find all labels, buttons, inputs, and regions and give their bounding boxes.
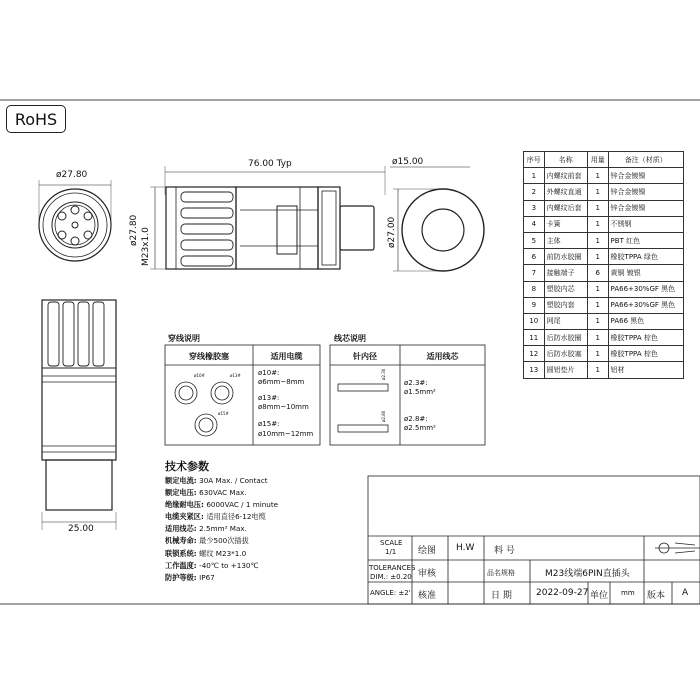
bom-cell: 后防水胶塞 bbox=[544, 346, 587, 362]
pin-label: ø2.80 bbox=[381, 410, 386, 422]
scale-value: 1/1 bbox=[385, 548, 397, 556]
bom-cell: 橡胶TPPA 棕色 bbox=[608, 330, 683, 346]
bom-row bbox=[524, 168, 684, 184]
spec-value: 6000VAC / 1 minute bbox=[206, 500, 279, 510]
overall-length-label: 76.00 Typ bbox=[248, 159, 292, 169]
bom-cell: 后防水胶圈 bbox=[544, 330, 587, 346]
bom-cell: 网尾 bbox=[544, 313, 587, 329]
date-label: 日 期 bbox=[491, 591, 512, 601]
bom-cell: 1 bbox=[587, 362, 608, 378]
spec-label: 电缆夹紧区: bbox=[165, 512, 204, 522]
bom-cell: 12 bbox=[524, 346, 545, 362]
bom-row bbox=[524, 265, 684, 281]
angle-tolerance: ANGLE: ±2' bbox=[370, 589, 411, 597]
spec-row bbox=[165, 499, 278, 511]
pin-label: ø2.30 bbox=[381, 368, 386, 380]
bom-cell: 不锈钢 bbox=[608, 216, 683, 232]
spec-value: 螺纹 M23*1.0 bbox=[199, 548, 247, 558]
cable-seal: ø10#: bbox=[258, 369, 280, 377]
bom-cell: 橡胶TPPA 棕色 bbox=[608, 346, 683, 362]
drawn-value: H.W bbox=[456, 543, 475, 553]
bom-cell: 锌合金镀镍 bbox=[608, 168, 683, 184]
spec-row bbox=[165, 511, 278, 523]
rear-view bbox=[387, 167, 484, 271]
bom-cell: 1 bbox=[587, 200, 608, 216]
scale-label: SCALE bbox=[380, 539, 403, 547]
spec-row bbox=[165, 548, 278, 560]
profile-view bbox=[42, 300, 116, 530]
wire-range: ø2.5mm² bbox=[404, 424, 436, 432]
bom-row bbox=[524, 346, 684, 362]
bom-cell: 黄铜 镀银 bbox=[608, 265, 683, 281]
bom-cell: 1 bbox=[587, 249, 608, 265]
spec-value: IP67 bbox=[199, 572, 215, 582]
bom-cell: 1 bbox=[587, 313, 608, 329]
spec-label: 适用线芯: bbox=[165, 524, 197, 534]
bom-cell: 接触端子 bbox=[544, 265, 587, 281]
bom-cell: 1 bbox=[524, 168, 545, 184]
core-col-right: 适用线芯 bbox=[426, 352, 459, 361]
body-diameter-label: ø27.80 bbox=[129, 214, 139, 246]
bom-cell: 铝材 bbox=[608, 362, 683, 378]
dim-tolerance: DIM.: ±0.20 bbox=[370, 573, 412, 581]
cable-seal: ø13#: bbox=[258, 394, 280, 402]
bom-cell: 1 bbox=[587, 346, 608, 362]
bom-row bbox=[524, 249, 684, 265]
bom-cell: PA66+30%GF 黑色 bbox=[608, 297, 683, 313]
spec-value: 适用直径6-12电缆 bbox=[206, 512, 266, 522]
bottom-width-label: 25.00 bbox=[68, 524, 94, 534]
spec-label: 绝缘耐电压: bbox=[165, 500, 204, 510]
bom-cell: 1 bbox=[587, 281, 608, 297]
rear-face-diameter-label: ø15.00 bbox=[392, 157, 424, 167]
bom-cell: 3 bbox=[524, 200, 545, 216]
wire-pin: ø2.8#: bbox=[404, 415, 428, 423]
bom-cell: 5 bbox=[524, 232, 545, 248]
part-label: 料 号 bbox=[494, 546, 515, 556]
bom-row bbox=[524, 297, 684, 313]
core-col-left: 针内径 bbox=[353, 352, 377, 361]
bom-cell: 塑胶内芯 bbox=[544, 281, 587, 297]
wire-pin: ø2.3#: bbox=[404, 379, 428, 387]
spec-value: 630VAC Max. bbox=[199, 488, 247, 498]
bom-cell: 内螺纹前套 bbox=[544, 168, 587, 184]
wire-range: ø1.5mm² bbox=[404, 388, 436, 396]
bom-cell: PBT 红色 bbox=[608, 232, 683, 248]
spec-value: 2.5mm² Max. bbox=[199, 524, 247, 534]
thread-label: M23x1.0 bbox=[141, 227, 151, 266]
front-view bbox=[39, 180, 111, 261]
bom-cell: 前防水胶圈 bbox=[544, 249, 587, 265]
bom-table bbox=[523, 151, 684, 379]
bom-cell: 1 bbox=[587, 216, 608, 232]
review-label: 审核 bbox=[418, 569, 437, 579]
spec-row bbox=[165, 523, 278, 535]
spec-label: 机械寿命: bbox=[165, 536, 197, 546]
bom-cell: 1 bbox=[587, 184, 608, 200]
bom-row bbox=[524, 216, 684, 232]
bom-row bbox=[524, 330, 684, 346]
rohs-badge: RoHS bbox=[6, 105, 66, 133]
spec-row bbox=[165, 560, 278, 572]
title-block bbox=[368, 476, 700, 604]
bom-cell: 1 bbox=[587, 330, 608, 346]
cable-range: ø8mm~10mm bbox=[258, 403, 309, 411]
spec-label: 额定电流: bbox=[165, 476, 197, 485]
bom-row bbox=[524, 313, 684, 329]
spec-row bbox=[165, 535, 278, 547]
unit-value: mm bbox=[621, 589, 635, 597]
spec-name-value: M23线端6PIN直插头 bbox=[545, 569, 630, 579]
bom-cell: 6 bbox=[587, 265, 608, 281]
front-diameter-label: ø27.80 bbox=[56, 170, 88, 180]
bom-cell: 外螺纹直通 bbox=[544, 184, 587, 200]
spec-label: 联锁系统: bbox=[165, 548, 197, 558]
spec-value: -40℃ to +130℃ bbox=[199, 560, 259, 570]
bom-cell: 卡簧 bbox=[544, 216, 587, 232]
core-title: 线芯说明 bbox=[334, 334, 366, 343]
spec-value: 30A Max. / Contact bbox=[199, 476, 268, 485]
cable-range: ø10mm~12mm bbox=[258, 430, 314, 438]
spec-name-label: 品名规格 bbox=[487, 569, 515, 577]
bom-cell: 锌合金镀镍 bbox=[608, 184, 683, 200]
seal-label: ø10# bbox=[194, 373, 205, 378]
spec-value: 最少500次插拔 bbox=[199, 536, 249, 546]
bom-cell: 10 bbox=[524, 313, 545, 329]
drawn-label: 绘图 bbox=[418, 546, 437, 556]
seal-label: ø15# bbox=[218, 411, 229, 416]
approve-label: 核准 bbox=[418, 591, 437, 601]
spec-row bbox=[165, 487, 278, 499]
bom-cell: 锌合金镀镍 bbox=[608, 200, 683, 216]
version-label: 版本 bbox=[647, 591, 666, 601]
spec-label: 防护等级: bbox=[165, 572, 197, 582]
bom-header-material: 备注（材质） bbox=[608, 152, 683, 168]
specs-title: 技术参数 bbox=[165, 460, 209, 473]
tolerances-label: TOLERANCES bbox=[369, 564, 416, 572]
spec-label: 额定电压: bbox=[165, 488, 197, 498]
bom-cell: 橡胶TPPA 绿色 bbox=[608, 249, 683, 265]
bom-cell: 塑胶内套 bbox=[544, 297, 587, 313]
spec-row bbox=[165, 572, 278, 584]
specs-list bbox=[165, 475, 278, 584]
wiring-col-right: 适用电缆 bbox=[270, 352, 303, 361]
bom-header-name: 名称 bbox=[544, 152, 587, 168]
bom-cell: 1 bbox=[587, 168, 608, 184]
cable-seal: ø15#: bbox=[258, 420, 280, 428]
bom-header-qty: 用量 bbox=[587, 152, 608, 168]
bom-cell: 11 bbox=[524, 330, 545, 346]
rear-outer-diameter-label: ø27.00 bbox=[387, 216, 397, 248]
bom-cell: 4 bbox=[524, 216, 545, 232]
bom-row bbox=[524, 200, 684, 216]
seal-label: ø13# bbox=[230, 373, 241, 378]
wiring-title: 穿线说明 bbox=[168, 334, 200, 343]
date-value: 2022-09-27 bbox=[536, 588, 589, 598]
bom-cell: 1 bbox=[587, 232, 608, 248]
spec-row bbox=[165, 475, 278, 487]
bom-cell: 1 bbox=[587, 297, 608, 313]
bom-cell: 8 bbox=[524, 281, 545, 297]
wiring-col-left: 穿线橡胶塞 bbox=[189, 352, 229, 361]
spec-label: 工作温度: bbox=[165, 560, 197, 570]
bom-header-row bbox=[524, 152, 684, 168]
bom-cell: 7 bbox=[524, 265, 545, 281]
version-value: A bbox=[682, 588, 689, 598]
bom-cell: 内螺纹后套 bbox=[544, 200, 587, 216]
bom-cell: 6 bbox=[524, 249, 545, 265]
bom-cell: 主体 bbox=[544, 232, 587, 248]
bom-row bbox=[524, 281, 684, 297]
bom-header-index: 序号 bbox=[524, 152, 545, 168]
bom-cell: 圆铝垫片 bbox=[544, 362, 587, 378]
bom-row bbox=[524, 232, 684, 248]
bom-row bbox=[524, 362, 684, 378]
cable-range: ø6mm~8mm bbox=[258, 378, 305, 386]
bom-cell: PA66+30%GF 黑色 bbox=[608, 281, 683, 297]
bom-row bbox=[524, 184, 684, 200]
bom-cell: 13 bbox=[524, 362, 545, 378]
bom-cell: PA66 黑色 bbox=[608, 313, 683, 329]
bom-cell: 2 bbox=[524, 184, 545, 200]
bom-cell: 9 bbox=[524, 297, 545, 313]
side-view bbox=[150, 166, 385, 269]
unit-label: 单位 bbox=[590, 591, 609, 601]
